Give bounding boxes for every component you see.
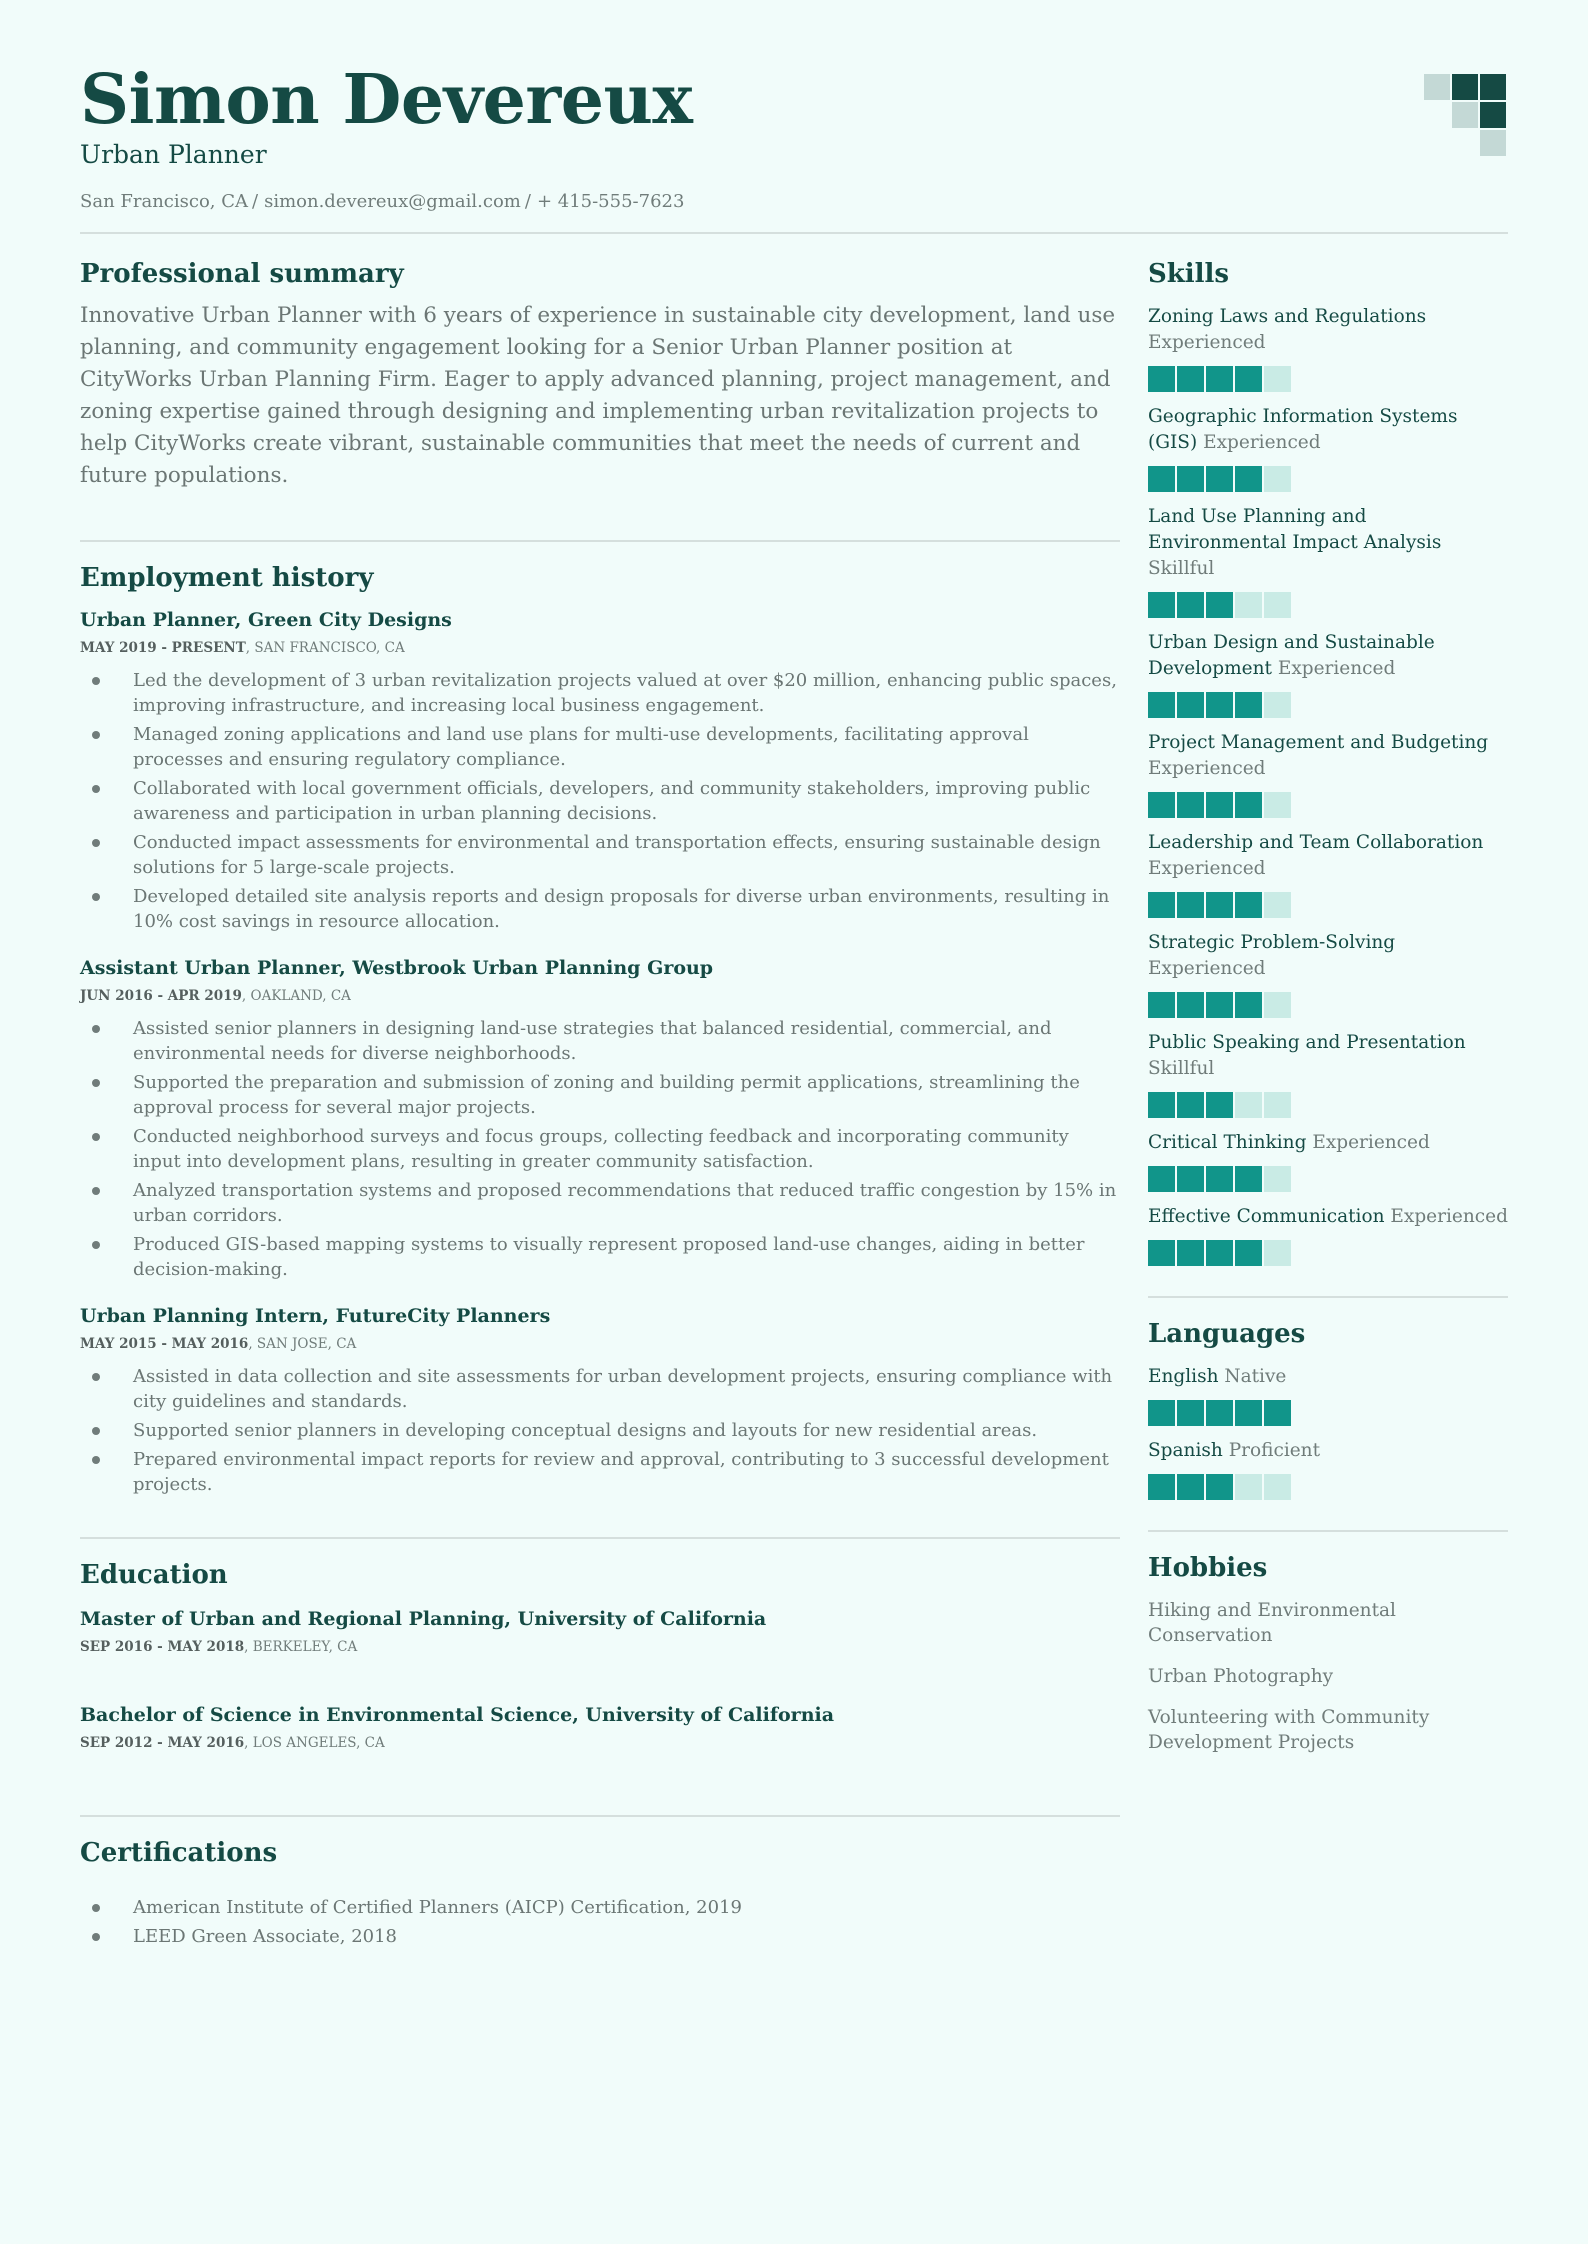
skill-label: [1148, 630, 1508, 682]
skill-name: Strategic Problem-Solving: [1148, 932, 1396, 953]
bullet-item: Collaborated with local government officials, developers, and community stakeholders, improving public awareness and participation in urban planning decisions.: [80, 776, 1120, 826]
skill-item: [1148, 730, 1508, 818]
summary-heading: Professional summary: [80, 259, 404, 289]
hobby-item: Urban Photography: [1148, 1666, 1334, 1687]
rating-segment: [1177, 466, 1204, 492]
rating-segment: [1235, 1092, 1262, 1118]
rating-segment: [1177, 1474, 1204, 1500]
education-meta: SEP 2012 - MAY 2016, LOS ANGELES, CA: [80, 1735, 385, 1751]
skill-item: [1148, 304, 1508, 392]
rating-segment: [1148, 1092, 1175, 1118]
skills-section: [1148, 256, 1508, 1266]
rating-segment: [1148, 992, 1175, 1018]
rating-segment: [1148, 892, 1175, 918]
rating-segment: [1148, 592, 1175, 618]
certifications-section: [80, 1835, 1120, 1949]
job-dates: MAY 2015 - MAY 2016: [80, 1336, 249, 1352]
language-name: Spanish: [1148, 1440, 1223, 1461]
job-location: SAN FRANCISCO, CA: [254, 640, 405, 656]
job-entry: [80, 606, 1120, 934]
education-entry: [80, 1605, 1120, 1657]
rating-segment: [1206, 466, 1233, 492]
rating-segment: [1264, 692, 1291, 718]
skill-rating-bar: [1148, 592, 1508, 618]
skill-rating-bar: [1148, 792, 1508, 818]
skill-level: Experienced: [1148, 958, 1266, 979]
skill-level: Experienced: [1148, 858, 1266, 879]
rating-segment: [1264, 892, 1291, 918]
skill-level: Skillful: [1148, 1058, 1215, 1079]
rating-segment: [1177, 892, 1204, 918]
rating-segment: [1177, 1400, 1204, 1426]
rating-segment: [1206, 1474, 1233, 1500]
job-title: Urban Planner, Green City Designs: [80, 609, 452, 631]
skill-level: Experienced: [1312, 1132, 1430, 1153]
language-level: Native: [1224, 1366, 1287, 1387]
section-divider: [80, 1815, 1120, 1817]
job-meta: MAY 2019 - PRESENT, SAN FRANCISCO, CA: [80, 640, 405, 656]
rating-segment: [1148, 1166, 1175, 1192]
bullet-item: Assisted senior planners in designing land-use strategies that balanced residential, commercial, and environmental needs for diverse neighborhoods.: [80, 1016, 1120, 1066]
rating-segment: [1148, 1474, 1175, 1500]
rating-segment: [1264, 366, 1291, 392]
section-divider: [80, 1537, 1120, 1539]
hobbies-heading: Hobbies: [1148, 1553, 1268, 1583]
rating-segment: [1264, 592, 1291, 618]
rating-segment: [1235, 1400, 1262, 1426]
rating-segment: [1177, 792, 1204, 818]
skill-rating-bar: [1148, 1092, 1508, 1118]
employment-section: [80, 560, 1120, 1497]
rating-segment: [1148, 792, 1175, 818]
skill-name: Effective Communication: [1148, 1206, 1385, 1227]
job-bullets: [80, 1364, 1120, 1497]
language-rating-bar: [1148, 1474, 1508, 1500]
skill-item: [1148, 830, 1508, 918]
skill-name: Project Management and Budgeting: [1148, 732, 1489, 753]
languages-heading: Languages: [1148, 1319, 1306, 1349]
bullet-item: Managed zoning applications and land use plans for multi-use developments, facilitating approval processes and ensuring regulatory compliance.: [80, 722, 1120, 772]
rating-segment: [1206, 892, 1233, 918]
language-rating-bar: [1148, 1400, 1508, 1426]
rating-segment: [1235, 366, 1262, 392]
skill-item: [1148, 1204, 1508, 1266]
rating-segment: [1264, 466, 1291, 492]
rating-segment: [1177, 1092, 1204, 1118]
languages-list: [1148, 1364, 1508, 1500]
skill-name: Zoning Laws and Regulations: [1148, 306, 1427, 327]
rating-segment: [1264, 1400, 1291, 1426]
contact-location: San Francisco, CA: [80, 191, 249, 212]
rating-segment: [1177, 692, 1204, 718]
education-dates: SEP 2016 - MAY 2018: [80, 1639, 245, 1655]
rating-segment: [1206, 1400, 1233, 1426]
skill-label: [1148, 930, 1508, 982]
rating-segment: [1206, 792, 1233, 818]
rating-segment: [1206, 1240, 1233, 1266]
skill-rating-bar: [1148, 692, 1508, 718]
summary-text: Innovative Urban Planner with 6 years of experience in sustainable city development, land use planning, and community engagement looking for a Senior Urban Planner position at CityWorks Urban Planning Firm. Eager to apply advanced planning, project management, and zoning expertise gained through designing and implementing urban revitalization projects to help CityWorks create vibrant, sustainable communities that meet the needs of current and future populations.: [80, 303, 1116, 488]
rating-segment: [1264, 992, 1291, 1018]
skill-name: Land Use Planning and Environmental Impact Analysis: [1148, 506, 1442, 553]
skill-rating-bar: [1148, 1240, 1508, 1266]
skill-level: Experienced: [1148, 758, 1266, 779]
education-meta: SEP 2016 - MAY 2018, BERKELEY, CA: [80, 1639, 358, 1655]
skill-item: [1148, 404, 1508, 492]
skill-rating-bar: [1148, 892, 1508, 918]
rating-segment: [1177, 1166, 1204, 1192]
skill-label: [1148, 1204, 1508, 1230]
certifications-list: [80, 1895, 1120, 1949]
skill-item: [1148, 504, 1508, 618]
sidebar-column: [1148, 256, 1508, 1755]
certifications-heading: Certifications: [80, 1838, 278, 1868]
job-bullets: [80, 668, 1120, 934]
rating-segment: [1148, 366, 1175, 392]
section-divider: [1148, 1530, 1508, 1532]
skill-level: Experienced: [1277, 658, 1396, 679]
bullet-item: Conducted neighborhood surveys and focus groups, collecting feedback and incorporating community input into development plans, resulting in greater community satisfaction.: [80, 1124, 1120, 1174]
skill-label: [1148, 404, 1508, 456]
main-column: [80, 256, 1120, 1953]
logo-icon: [1424, 74, 1508, 158]
rating-segment: [1177, 992, 1204, 1018]
job-bullets: [80, 1016, 1120, 1282]
summary-section: [80, 256, 1120, 492]
rating-segment: [1235, 1166, 1262, 1192]
bullet-item: Analyzed transportation systems and proposed recommendations that reduced traffic congestion by 15% in urban corridors.: [80, 1178, 1120, 1228]
education-dates: SEP 2012 - MAY 2016: [80, 1735, 245, 1751]
hobby-item: Volunteering with Community Development Projects: [1148, 1707, 1430, 1753]
language-name: English: [1148, 1366, 1219, 1387]
job-dates: MAY 2019 - PRESENT: [80, 640, 246, 656]
skill-label: [1148, 730, 1508, 782]
bullet-item: Produced GIS-based mapping systems to visually represent proposed land-use changes, aiding in better decision-making.: [80, 1232, 1120, 1282]
skill-item: [1148, 1030, 1508, 1118]
skill-label: [1148, 830, 1508, 882]
resume-page: [80, 60, 1508, 1947]
rating-segment: [1235, 1474, 1262, 1500]
education-title: Master of Urban and Regional Planning, University of California: [80, 1608, 767, 1630]
bullet-item: Supported the preparation and submission of zoning and building permit applications, streamlining the approval process for several major projects.: [80, 1070, 1120, 1120]
rating-segment: [1264, 1240, 1291, 1266]
certification-item: LEED Green Associate, 2018: [80, 1924, 1120, 1949]
rating-segment: [1264, 1474, 1291, 1500]
skill-item: [1148, 1130, 1508, 1192]
job-entry: [80, 1302, 1120, 1497]
skill-name: Leadership and Team Collaboration: [1148, 832, 1484, 853]
job-dates: JUN 2016 - APR 2019: [80, 988, 242, 1004]
contact-separator: /: [252, 191, 259, 212]
section-divider: [1148, 1296, 1508, 1298]
rating-segment: [1148, 466, 1175, 492]
languages-section: [1148, 1316, 1508, 1500]
education-location: LOS ANGELES, CA: [252, 1735, 385, 1751]
contact-email[interactable]: simon.devereux@gmail.com: [264, 191, 521, 212]
education-title: Bachelor of Science in Environmental Science, University of California: [80, 1704, 835, 1726]
skill-label: [1148, 504, 1508, 582]
skill-rating-bar: [1148, 366, 1508, 392]
skill-name: Public Speaking and Presentation: [1148, 1032, 1466, 1053]
job-meta: MAY 2015 - MAY 2016, SAN JOSE, CA: [80, 1336, 357, 1352]
bullet-item: Developed detailed site analysis reports and design proposals for diverse urban environments, resulting in 10% cost savings in resource allocation.: [80, 884, 1120, 934]
skill-level: Experienced: [1203, 432, 1321, 453]
job-meta: JUN 2016 - APR 2019, OAKLAND, CA: [80, 988, 351, 1004]
rating-segment: [1206, 592, 1233, 618]
skills-heading: Skills: [1148, 259, 1230, 289]
certification-item: American Institute of Certified Planners (AICP) Certification, 2019: [80, 1895, 1120, 1920]
skill-label: [1148, 304, 1508, 356]
rating-segment: [1235, 692, 1262, 718]
skill-item: [1148, 630, 1508, 718]
job-entry: [80, 954, 1120, 1282]
skill-level: Skillful: [1148, 558, 1215, 579]
rating-segment: [1206, 692, 1233, 718]
language-item: [1148, 1438, 1508, 1500]
rating-segment: [1177, 592, 1204, 618]
skill-name: Critical Thinking: [1148, 1132, 1307, 1153]
skill-rating-bar: [1148, 992, 1508, 1018]
rating-segment: [1206, 1166, 1233, 1192]
rating-segment: [1235, 1240, 1262, 1266]
skill-level: Experienced: [1390, 1206, 1508, 1227]
rating-segment: [1148, 1240, 1175, 1266]
language-level: Proficient: [1228, 1440, 1321, 1461]
education-section: [80, 1557, 1120, 1753]
job-location: OAKLAND, CA: [250, 988, 351, 1004]
rating-segment: [1235, 792, 1262, 818]
job-title: Urban Planning Intern, FutureCity Planners: [80, 1305, 551, 1327]
rating-segment: [1148, 692, 1175, 718]
skill-label: [1148, 1130, 1508, 1156]
rating-segment: [1235, 592, 1262, 618]
contact-line: [80, 190, 1508, 214]
rating-segment: [1264, 1166, 1291, 1192]
skill-level: Experienced: [1148, 332, 1266, 353]
hobbies-section: [1148, 1550, 1508, 1755]
rating-segment: [1235, 466, 1262, 492]
bullet-item: Assisted in data collection and site assessments for urban development projects, ensuring compliance with city guidelines and standards.: [80, 1364, 1120, 1414]
rating-segment: [1177, 366, 1204, 392]
rating-segment: [1148, 1400, 1175, 1426]
skill-name: Urban Design and Sustainable Development: [1148, 632, 1435, 679]
job-location: SAN JOSE, CA: [256, 1336, 357, 1352]
language-label: [1148, 1438, 1508, 1464]
education-heading: Education: [80, 1560, 228, 1590]
bullet-item: Led the development of 3 urban revitalization projects valued at over $20 million, enhancing public spaces, improving infrastructure, and increasing local business engagement.: [80, 668, 1120, 718]
header: [80, 60, 1508, 214]
rating-segment: [1206, 1092, 1233, 1118]
section-divider: [80, 540, 1120, 542]
employment-heading: Employment history: [80, 563, 374, 593]
rating-segment: [1264, 1092, 1291, 1118]
education-entry: [80, 1701, 1120, 1753]
hobby-item: Hiking and Environmental Conservation: [1148, 1600, 1396, 1646]
bullet-item: Supported senior planners in developing conceptual designs and layouts for new residential areas.: [80, 1418, 1120, 1443]
bullet-item: Conducted impact assessments for environmental and transportation effects, ensuring sustainable design solutions for 5 large-scale projects.: [80, 830, 1120, 880]
skill-name: Geographic Information Systems (GIS): [1148, 406, 1458, 453]
language-item: [1148, 1364, 1508, 1426]
skills-list: [1148, 304, 1508, 1266]
rating-segment: [1235, 992, 1262, 1018]
rating-segment: [1206, 366, 1233, 392]
skill-label: [1148, 1030, 1508, 1082]
rating-segment: [1177, 1240, 1204, 1266]
skill-item: [1148, 930, 1508, 1018]
header-divider: [80, 232, 1508, 234]
skill-rating-bar: [1148, 1166, 1508, 1192]
education-location: BERKELEY, CA: [252, 1639, 358, 1655]
rating-segment: [1235, 892, 1262, 918]
contact-separator: /: [524, 191, 531, 212]
candidate-name: Simon Devereux: [80, 60, 693, 140]
contact-phone[interactable]: + 415-555-7623: [536, 191, 685, 212]
language-label: [1148, 1364, 1508, 1390]
rating-segment: [1206, 992, 1233, 1018]
skill-rating-bar: [1148, 466, 1508, 492]
job-title: Assistant Urban Planner, Westbrook Urban Planning Group: [80, 957, 714, 979]
rating-segment: [1264, 792, 1291, 818]
candidate-title: Urban Planner: [80, 140, 267, 169]
bullet-item: Prepared environmental impact reports for review and approval, contributing to 3 successful development projects.: [80, 1447, 1120, 1497]
